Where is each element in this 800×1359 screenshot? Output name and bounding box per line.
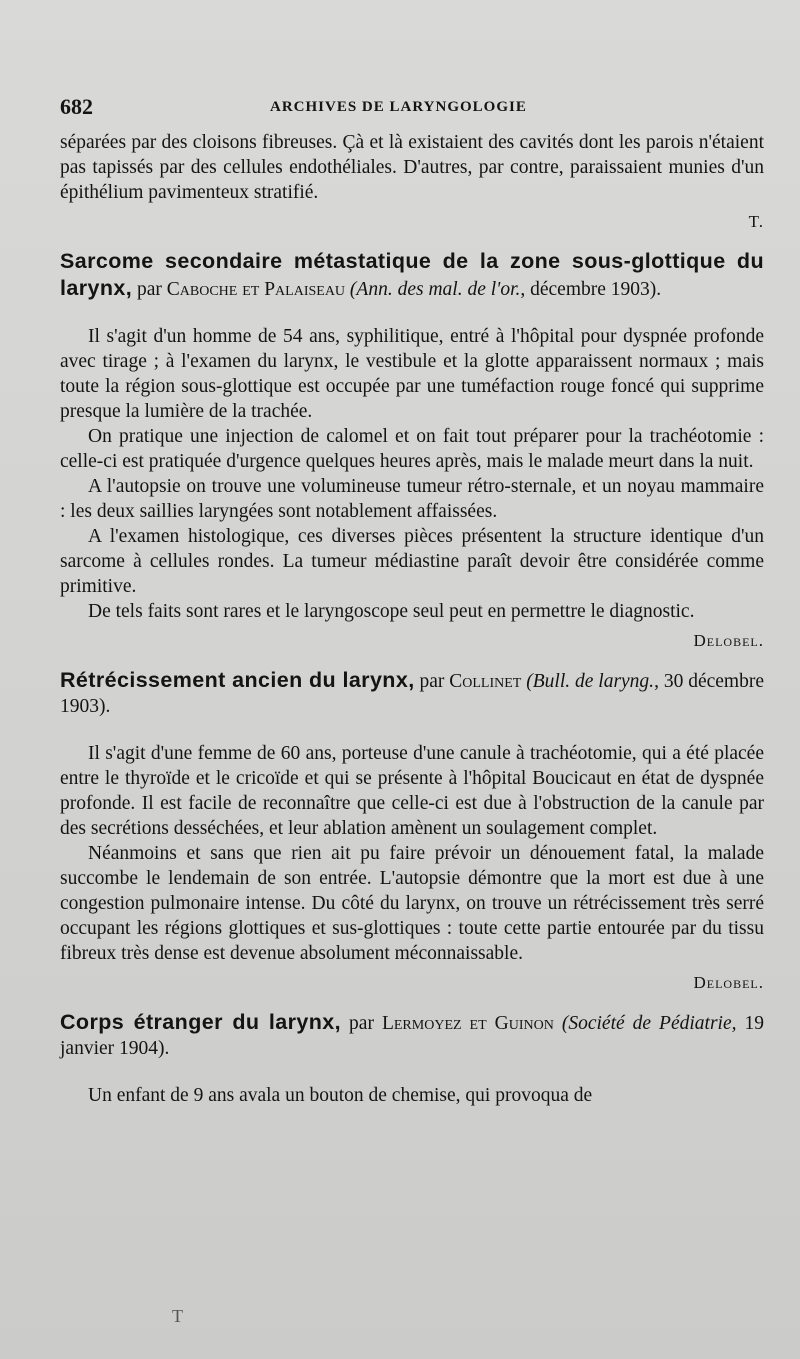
article-body xyxy=(60,130,764,1108)
article1-heading xyxy=(60,248,764,302)
article2-heading xyxy=(60,667,764,719)
article3-date: 19 janvier 1904). xyxy=(60,1013,765,1059)
article3-title: Corps étranger du larynx, xyxy=(60,1010,342,1034)
article2-title: Rétrécissement ancien du larynx, xyxy=(60,668,415,692)
article3-heading xyxy=(60,1009,764,1061)
intro-paragraph: séparées par des cloisons fibreuses. Çà et là existaient des cavités dont les parois n'étaient pas tapissés par des cellules endothéliales. D'autres, par contre, paraissaient munies d'un épithélium pavimenteux stratifié. xyxy=(60,132,764,203)
article1-citation: (Ann. des mal. de l'or. xyxy=(345,279,521,300)
stray-mark: T xyxy=(172,1306,183,1326)
article3-paragraph: Un enfant de 9 ans avala un bouton de chemise, qui provoqua de xyxy=(88,1085,593,1106)
article2-authors: Collinet xyxy=(449,671,522,692)
article3-citation: (Société de Pédiatrie, xyxy=(553,1013,737,1034)
article2-by: par xyxy=(414,671,450,692)
article1-paragraph: A l'autopsie on trouve une volumineuse tumeur rétro-sternale, et un noyau mammaire : les deux saillies laryngées sont notablement affaissées. xyxy=(60,476,764,522)
article1-title: Sarcome secondaire métastatique de la zone sous-glottique du larynx, xyxy=(60,249,764,300)
article2-citation: (Bull. de laryng. xyxy=(521,671,655,692)
intro-signature: T. xyxy=(748,212,764,231)
article1-paragraph: Il s'agit d'un homme de 54 ans, syphilitique, entré à l'hôpital pour dyspnée profonde avec tirage ; à l'examen du larynx, le vestibule et la glotte apparaissent normaux ; mais toute la région sous-glottique est occupée par une tuméfaction rouge foncé qui supprime presque la lumière de la trachée. xyxy=(60,326,764,422)
article1-date: , décembre 1903). xyxy=(520,279,662,300)
article1-authors: Caboche et Palaiseau xyxy=(166,279,346,300)
running-head xyxy=(60,94,764,120)
article3-by: par xyxy=(341,1013,382,1034)
article2-paragraph: Il s'agit d'une femme de 60 ans, porteuse d'une canule à trachéotomie, qui a été placée entre le thyroïde et le cricoïde et qui se présente à l'hôpital Boucicaut en état de dyspnée profonde. Il est facile de reconnaître que celle-ci est due à l'obstruction de la canule par des secrétions desséchées, et leur ablation amènent un soulagement complet. xyxy=(60,743,764,839)
journal-title: ARCHIVES DE LARYNGOLOGIE xyxy=(270,99,527,115)
article1-by: par xyxy=(132,279,167,300)
article1-paragraph: On pratique une injection de calomel et on fait tout préparer pour la trachéotomie : celle-ci est pratiquée d'urgence quelques heures après, mais le malade meurt dans la nuit. xyxy=(60,426,764,472)
article1-paragraph: De tels faits sont rares et le laryngoscope seul peut en permettre le diagnostic. xyxy=(88,601,695,622)
article1-signature: Delobel. xyxy=(693,631,764,650)
page-number: 682 xyxy=(60,94,93,119)
article3-authors: Lermoyez et Guinon xyxy=(381,1013,554,1034)
article1-paragraph: A l'examen histologique, ces diverses pièces présentent la structure identique d'un sarcome à cellules rondes. La tumeur médiastine paraît devoir être considérée comme primitive. xyxy=(60,526,764,597)
article2-paragraph: Néanmoins et sans que rien ait pu faire prévoir un dénouement fatal, la malade succombe le lendemain de son entrée. L'autopsie démontre que la mort est due à une congestion pulmonaire intense. Du côté du larynx, on trouve un rétrécissement très serré occupant les régions glottiques et sus-glottiques : toute cette partie entourée par du tissu fibreux très dense est devenue absolument méconnaissable. xyxy=(60,843,764,964)
article2-signature: Delobel. xyxy=(693,973,764,992)
article2-date: , 30 décembre 1903). xyxy=(60,671,764,717)
